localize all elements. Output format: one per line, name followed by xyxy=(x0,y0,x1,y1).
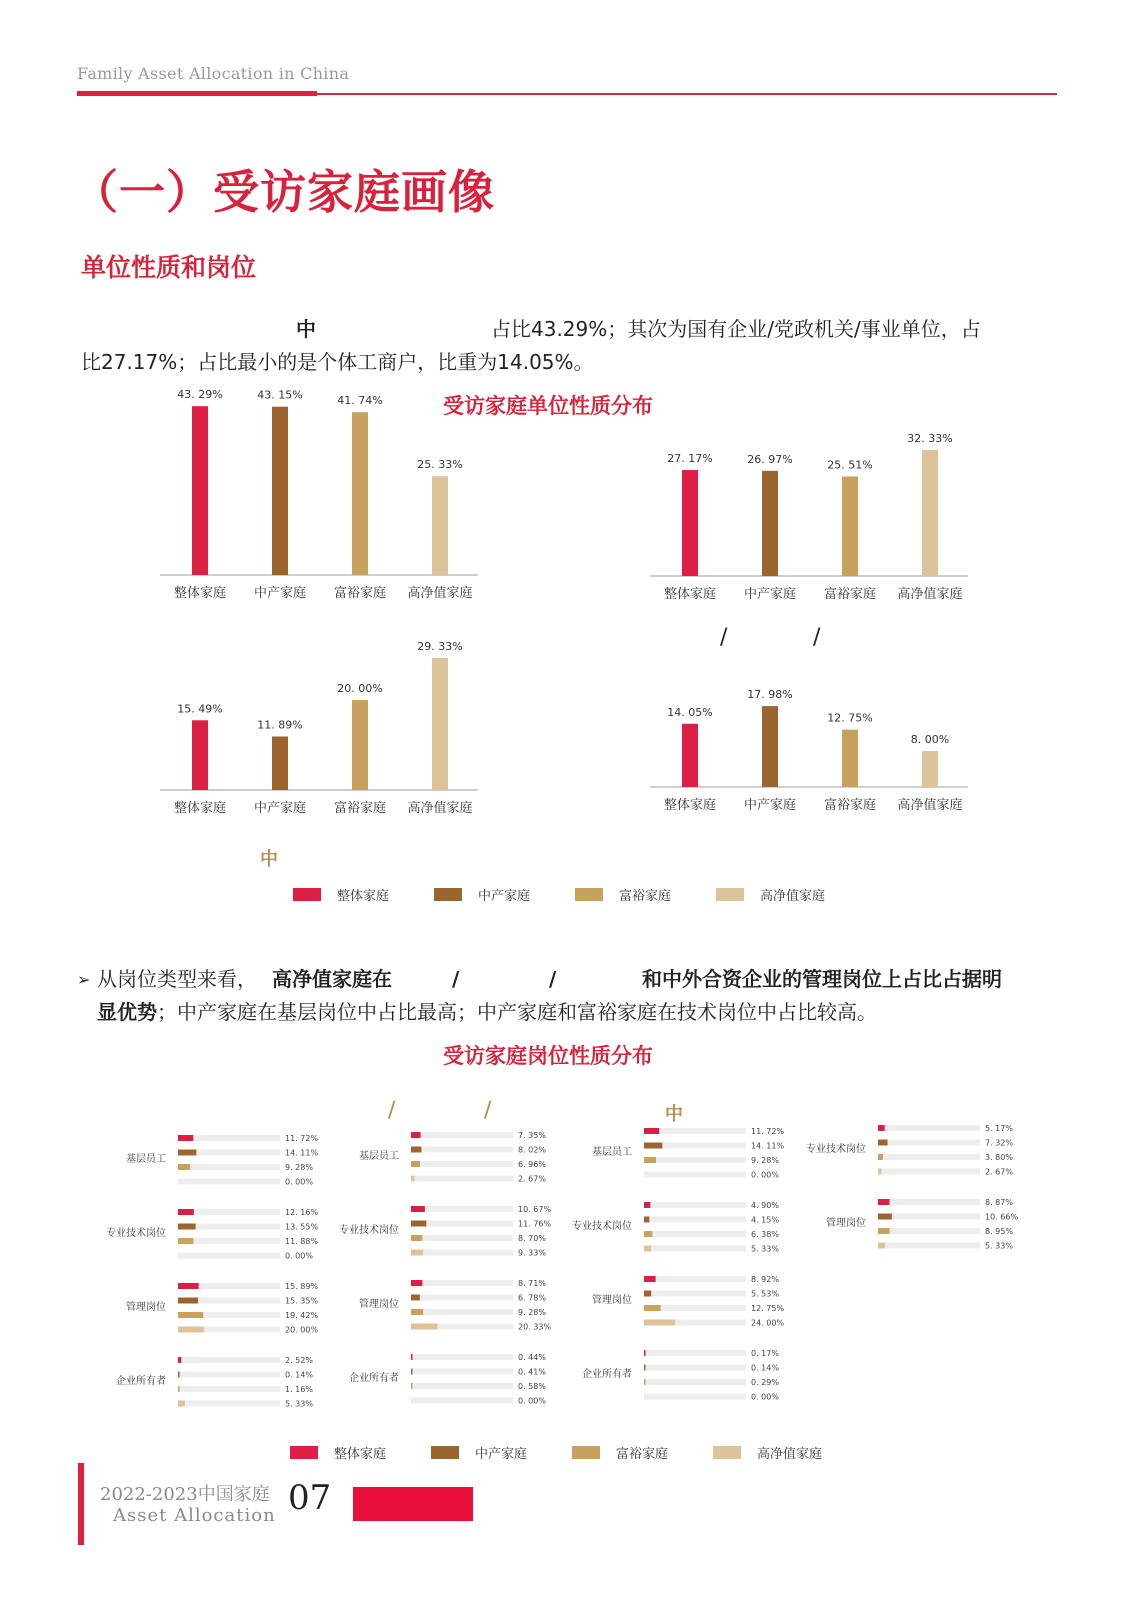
bar-track xyxy=(411,1309,513,1315)
data-label: 12. 75% xyxy=(827,711,873,725)
data-label: 20. 00% xyxy=(337,682,383,695)
category-label: 整体家庭 xyxy=(663,798,717,813)
bar xyxy=(682,724,698,787)
subchart-slash-2: / xyxy=(813,625,821,650)
bar xyxy=(644,1365,646,1371)
bar xyxy=(411,1147,421,1153)
data-label: 5. 33% xyxy=(285,1399,313,1409)
bar-chart-top-right xyxy=(650,410,970,610)
legend-label: 中产家庭 xyxy=(475,1447,528,1462)
bar xyxy=(411,1369,413,1375)
bar xyxy=(272,736,288,790)
bar xyxy=(644,1202,650,1208)
bar xyxy=(192,720,208,790)
bar-track xyxy=(178,1164,280,1170)
bar xyxy=(411,1221,426,1227)
bar xyxy=(178,1135,193,1141)
data-label: 1. 16% xyxy=(285,1385,313,1394)
bar xyxy=(411,1176,414,1182)
legend-swatch xyxy=(293,888,321,901)
data-label: 0. 29% xyxy=(751,1378,779,1387)
para1-fragment-a: 中 xyxy=(296,317,316,341)
section-title: （一）受访家庭画像 xyxy=(72,165,495,219)
data-label: 24. 00% xyxy=(751,1318,785,1328)
data-label: 8. 95% xyxy=(985,1227,1013,1236)
subsection-title: 单位性质和岗位 xyxy=(81,253,257,282)
subchart-slash-1: / xyxy=(720,625,728,650)
data-label: 12. 16% xyxy=(285,1208,319,1217)
data-label: 7. 32% xyxy=(985,1138,1013,1148)
chart1-title: 受访家庭单位性质分布 xyxy=(443,394,653,418)
bar xyxy=(178,1164,190,1170)
category-label: 中产家庭 xyxy=(743,798,797,813)
bar xyxy=(842,730,858,787)
legend-item xyxy=(713,1443,822,1462)
bar xyxy=(178,1327,204,1333)
bar-track xyxy=(644,1231,746,1237)
legend-label: 富裕家庭 xyxy=(619,889,672,904)
bar-track xyxy=(411,1161,513,1167)
category-label: 整体家庭 xyxy=(663,587,717,602)
category-label: 专业技术岗位 xyxy=(806,1144,866,1155)
data-label: 0. 00% xyxy=(285,1251,313,1261)
category-label: 中产家庭 xyxy=(253,586,307,601)
bar xyxy=(178,1401,185,1407)
data-label: 0. 17% xyxy=(751,1349,779,1358)
bar xyxy=(922,751,938,787)
legend-item xyxy=(572,1443,668,1462)
bar xyxy=(411,1250,423,1256)
data-label: 8. 87% xyxy=(985,1198,1013,1207)
data-label: 14. 11% xyxy=(285,1148,319,1158)
category-label: 管理岗位 xyxy=(592,1295,632,1306)
data-label: 6. 78% xyxy=(518,1293,546,1303)
category-label: 富裕家庭 xyxy=(333,801,387,816)
category-label: 整体家庭 xyxy=(173,586,227,601)
data-label: 0. 00% xyxy=(751,1170,779,1180)
bar-track xyxy=(178,1135,280,1141)
category-label: 基层员工 xyxy=(592,1147,632,1158)
bar-track xyxy=(644,1246,746,1252)
bar xyxy=(178,1150,196,1156)
bar xyxy=(411,1132,421,1138)
data-label: 10. 66% xyxy=(985,1212,1019,1222)
category-label: 专业技术岗位 xyxy=(572,1221,632,1232)
category-label: 企业所有者 xyxy=(582,1369,632,1380)
data-label: 5. 53% xyxy=(751,1289,779,1299)
data-label: 9. 33% xyxy=(518,1248,546,1258)
data-label: 0. 44% xyxy=(518,1353,546,1362)
data-label: 20. 33% xyxy=(518,1322,552,1332)
data-label: 5. 17% xyxy=(985,1124,1013,1133)
data-label: 5. 33% xyxy=(985,1241,1013,1251)
bar xyxy=(644,1305,661,1311)
data-label: 19. 42% xyxy=(285,1311,319,1320)
data-label: 14. 11% xyxy=(751,1141,785,1151)
bar-track xyxy=(644,1291,746,1297)
bar xyxy=(878,1154,883,1160)
legend-swatch xyxy=(575,888,603,901)
bar xyxy=(432,476,448,575)
data-label: 17. 98% xyxy=(747,688,793,702)
data-label: 8. 02% xyxy=(518,1145,546,1155)
data-label: 11. 88% xyxy=(285,1237,319,1246)
bar-chart-bottom-left xyxy=(160,640,480,830)
bar-track xyxy=(411,1206,513,1212)
legend-swatch xyxy=(716,888,744,901)
bar xyxy=(644,1128,659,1134)
bar xyxy=(842,477,858,576)
bar xyxy=(878,1140,888,1146)
position-paragraph xyxy=(77,963,1057,1029)
data-label: 0. 14% xyxy=(285,1370,313,1380)
footer-year: 2022-2023中国家庭 xyxy=(100,1484,270,1505)
bar-track xyxy=(644,1394,746,1400)
data-label: 29. 33% xyxy=(417,640,463,654)
bar xyxy=(878,1199,890,1205)
bar-track xyxy=(178,1372,280,1378)
bar xyxy=(411,1383,413,1389)
data-label: 11. 89% xyxy=(257,718,303,732)
data-label: 11. 72% xyxy=(751,1127,785,1136)
subchart2-slash-2: / xyxy=(484,1098,492,1123)
bar xyxy=(411,1309,423,1315)
category-label: 中产家庭 xyxy=(743,587,797,602)
header-rule-accent xyxy=(77,91,317,96)
bar xyxy=(178,1209,194,1215)
data-label: 2. 67% xyxy=(518,1174,546,1184)
category-label: 基层员工 xyxy=(359,1151,399,1162)
category-label: 高净值家庭 xyxy=(897,798,963,813)
hbar-panel-1 xyxy=(100,1135,340,1425)
legend-swatch xyxy=(431,1446,459,1459)
legend-item xyxy=(716,885,825,904)
data-label: 8. 92% xyxy=(751,1275,779,1284)
bar-track xyxy=(644,1202,746,1208)
legend-label: 高净值家庭 xyxy=(757,1447,823,1462)
data-label: 41. 74% xyxy=(337,394,383,408)
data-label: 26. 97% xyxy=(747,452,793,466)
bar xyxy=(411,1354,413,1360)
bar xyxy=(272,407,288,575)
data-label: 2. 67% xyxy=(985,1167,1013,1177)
bar-track xyxy=(644,1350,746,1356)
para2-fragment-d: 显优势 xyxy=(97,1000,157,1024)
footer-subtitle: Asset Allocation xyxy=(113,1505,276,1526)
footer-red-block xyxy=(353,1487,473,1521)
bar xyxy=(644,1246,651,1252)
category-label: 管理岗位 xyxy=(826,1218,866,1229)
subchart2-label-middle: 中 xyxy=(665,1104,683,1125)
bar-track xyxy=(878,1199,980,1205)
bar xyxy=(411,1295,420,1301)
legend-label: 整体家庭 xyxy=(337,889,390,904)
legend-item xyxy=(431,1443,527,1462)
bar-track xyxy=(411,1369,513,1375)
bar xyxy=(878,1125,885,1131)
para2-slash-2: / xyxy=(549,967,557,991)
data-label: 27. 17% xyxy=(667,452,713,466)
bar xyxy=(178,1357,181,1363)
running-header: Family Asset Allocation in China xyxy=(77,64,350,83)
data-label: 0. 58% xyxy=(518,1382,546,1391)
bar xyxy=(762,706,778,787)
chart2-title: 受访家庭岗位性质分布 xyxy=(443,1044,653,1068)
bar xyxy=(411,1280,422,1286)
intro-paragraph xyxy=(81,313,1051,379)
legend-item xyxy=(575,885,671,904)
bar xyxy=(411,1235,422,1241)
legend-label: 富裕家庭 xyxy=(616,1447,669,1462)
data-label: 43. 29% xyxy=(177,388,223,402)
legend-chart1 xyxy=(293,885,870,904)
category-label: 管理岗位 xyxy=(126,1302,166,1313)
bar-track xyxy=(411,1221,513,1227)
bar xyxy=(352,700,368,790)
hbar-panel-3 xyxy=(566,1128,806,1418)
legend-label: 中产家庭 xyxy=(478,889,531,904)
page-number: 07 xyxy=(288,1478,332,1518)
data-label: 8. 71% xyxy=(518,1279,546,1288)
category-label: 高净值家庭 xyxy=(407,586,473,601)
hbar-panel-4 xyxy=(800,1125,1040,1275)
bar-track xyxy=(644,1217,746,1223)
data-label: 0. 00% xyxy=(518,1396,546,1406)
bar xyxy=(178,1283,199,1289)
para1-fragment-b: 占比43.29%；其次为国有企业/党政机关/事业单位，占 xyxy=(491,317,981,341)
bar xyxy=(878,1228,890,1234)
bar-track xyxy=(644,1128,746,1134)
data-label: 25. 33% xyxy=(417,458,463,472)
bar-track xyxy=(178,1179,280,1185)
data-label: 12. 75% xyxy=(751,1304,785,1313)
category-label: 基层员工 xyxy=(126,1154,166,1165)
bar-track xyxy=(411,1383,513,1389)
bar-track xyxy=(411,1132,513,1138)
bar xyxy=(178,1372,180,1378)
data-label: 8. 70% xyxy=(518,1234,546,1243)
data-label: 5. 33% xyxy=(751,1244,779,1254)
bar xyxy=(178,1312,203,1318)
data-label: 7. 35% xyxy=(518,1131,546,1140)
bar-track xyxy=(411,1354,513,1360)
bar-track xyxy=(878,1169,980,1175)
data-label: 25. 51% xyxy=(827,458,873,472)
bar xyxy=(644,1350,646,1356)
bar-track xyxy=(178,1253,280,1259)
subchart2-slash-1: / xyxy=(388,1098,396,1123)
category-label: 高净值家庭 xyxy=(407,801,473,816)
category-label: 专业技术岗位 xyxy=(106,1228,166,1239)
bar xyxy=(878,1214,892,1220)
bar xyxy=(178,1224,196,1230)
bar xyxy=(644,1217,649,1223)
legend-item xyxy=(293,885,389,904)
data-label: 4. 15% xyxy=(751,1215,779,1225)
data-label: 15. 35% xyxy=(285,1296,319,1306)
bar-track xyxy=(878,1243,980,1249)
category-label: 管理岗位 xyxy=(359,1299,399,1310)
bar-track xyxy=(644,1365,746,1371)
data-label: 0. 00% xyxy=(285,1177,313,1187)
bar-track xyxy=(411,1295,513,1301)
bar-chart-top-left xyxy=(160,388,480,610)
bar xyxy=(178,1386,180,1392)
bar xyxy=(644,1231,652,1237)
category-label: 中产家庭 xyxy=(253,801,307,816)
bar xyxy=(644,1157,656,1163)
bar-track xyxy=(411,1235,513,1241)
legend-swatch xyxy=(572,1446,600,1459)
data-label: 6. 96% xyxy=(518,1160,546,1169)
bar-track xyxy=(644,1157,746,1163)
legend-chart2 xyxy=(290,1443,867,1462)
legend-item xyxy=(290,1443,386,1462)
bar xyxy=(922,450,938,576)
data-label: 2. 52% xyxy=(285,1356,313,1365)
category-label: 富裕家庭 xyxy=(333,586,387,601)
bar-track xyxy=(178,1401,280,1407)
bar-track xyxy=(878,1125,980,1131)
data-label: 8. 00% xyxy=(910,733,950,746)
bar-track xyxy=(644,1276,746,1282)
category-label: 富裕家庭 xyxy=(823,587,877,602)
data-label: 0. 14% xyxy=(751,1363,779,1373)
data-label: 0. 00% xyxy=(751,1392,779,1402)
bar xyxy=(178,1238,193,1244)
bullet-icon: ➢ xyxy=(77,970,91,989)
bar-track xyxy=(878,1140,980,1146)
para2-fragment-e: ；中产家庭在基层岗位中占比最高；中产家庭和富裕家庭在技术岗位中占比较高。 xyxy=(157,1000,877,1024)
bar-track xyxy=(644,1379,746,1385)
data-label: 9. 28% xyxy=(518,1308,546,1317)
data-label: 10. 67% xyxy=(518,1205,552,1214)
para2-fragment-b: 高净值家庭在 xyxy=(272,967,392,991)
para2-fragment-c: 和中外合资企业的管理岗位上占比占据明 xyxy=(642,967,1002,991)
bar xyxy=(644,1291,651,1297)
bar xyxy=(644,1276,656,1282)
data-label: 0. 41% xyxy=(518,1367,546,1377)
bar xyxy=(432,658,448,790)
hbar-panel-2 xyxy=(333,1132,573,1422)
bar xyxy=(411,1206,425,1212)
legend-swatch xyxy=(434,888,462,901)
bar xyxy=(762,471,778,576)
bar-track xyxy=(411,1147,513,1153)
data-label: 20. 00% xyxy=(285,1325,319,1335)
bar-track xyxy=(644,1172,746,1178)
data-label: 11. 76% xyxy=(518,1219,552,1229)
data-label: 9. 28% xyxy=(285,1163,313,1172)
data-label: 4. 90% xyxy=(751,1201,779,1210)
bar-track xyxy=(411,1176,513,1182)
bar xyxy=(411,1161,420,1167)
legend-swatch xyxy=(290,1446,318,1459)
bar xyxy=(411,1324,437,1330)
data-label: 15. 89% xyxy=(285,1282,319,1291)
legend-swatch xyxy=(713,1446,741,1459)
bar-track xyxy=(411,1280,513,1286)
bar xyxy=(178,1298,198,1304)
category-label: 整体家庭 xyxy=(173,801,227,816)
bar xyxy=(192,406,208,575)
footer-accent-bar xyxy=(78,1463,84,1545)
bar xyxy=(682,470,698,576)
data-label: 13. 55% xyxy=(285,1222,319,1232)
data-label: 32. 33% xyxy=(907,431,953,445)
bar-chart-bottom-right xyxy=(650,690,970,830)
bar xyxy=(644,1320,675,1326)
bar-track xyxy=(878,1228,980,1234)
data-label: 43. 15% xyxy=(257,388,303,402)
category-label: 企业所有者 xyxy=(116,1376,166,1387)
bar-track xyxy=(178,1357,280,1363)
category-label: 富裕家庭 xyxy=(823,798,877,813)
bar xyxy=(644,1143,662,1149)
bar-track xyxy=(178,1386,280,1392)
para1-line2: 比27.17%；占比最小的是个体工商户，比重为14.05%。 xyxy=(81,350,594,374)
bar xyxy=(878,1169,881,1175)
subchart-label-middle: 中 xyxy=(260,849,278,870)
data-label: 11. 72% xyxy=(285,1134,319,1143)
bar xyxy=(352,412,368,575)
category-label: 企业所有者 xyxy=(349,1373,399,1384)
bar xyxy=(644,1379,646,1385)
category-label: 专业技术岗位 xyxy=(339,1225,399,1236)
bar xyxy=(878,1243,885,1249)
data-label: 15. 49% xyxy=(177,702,223,716)
para2-fragment-a: 从岗位类型来看， xyxy=(97,967,257,991)
data-label: 14. 05% xyxy=(667,705,713,719)
data-label: 3. 80% xyxy=(985,1153,1013,1162)
bar-track xyxy=(411,1250,513,1256)
legend-label: 整体家庭 xyxy=(334,1447,387,1462)
bar-track xyxy=(878,1154,980,1160)
legend-item xyxy=(434,885,530,904)
category-label: 高净值家庭 xyxy=(897,587,963,602)
data-label: 9. 28% xyxy=(751,1156,779,1165)
data-label: 6. 38% xyxy=(751,1230,779,1239)
bar-track xyxy=(878,1214,980,1220)
legend-label: 高净值家庭 xyxy=(760,889,826,904)
para2-slash-1: / xyxy=(452,967,460,991)
bar-track xyxy=(411,1398,513,1404)
